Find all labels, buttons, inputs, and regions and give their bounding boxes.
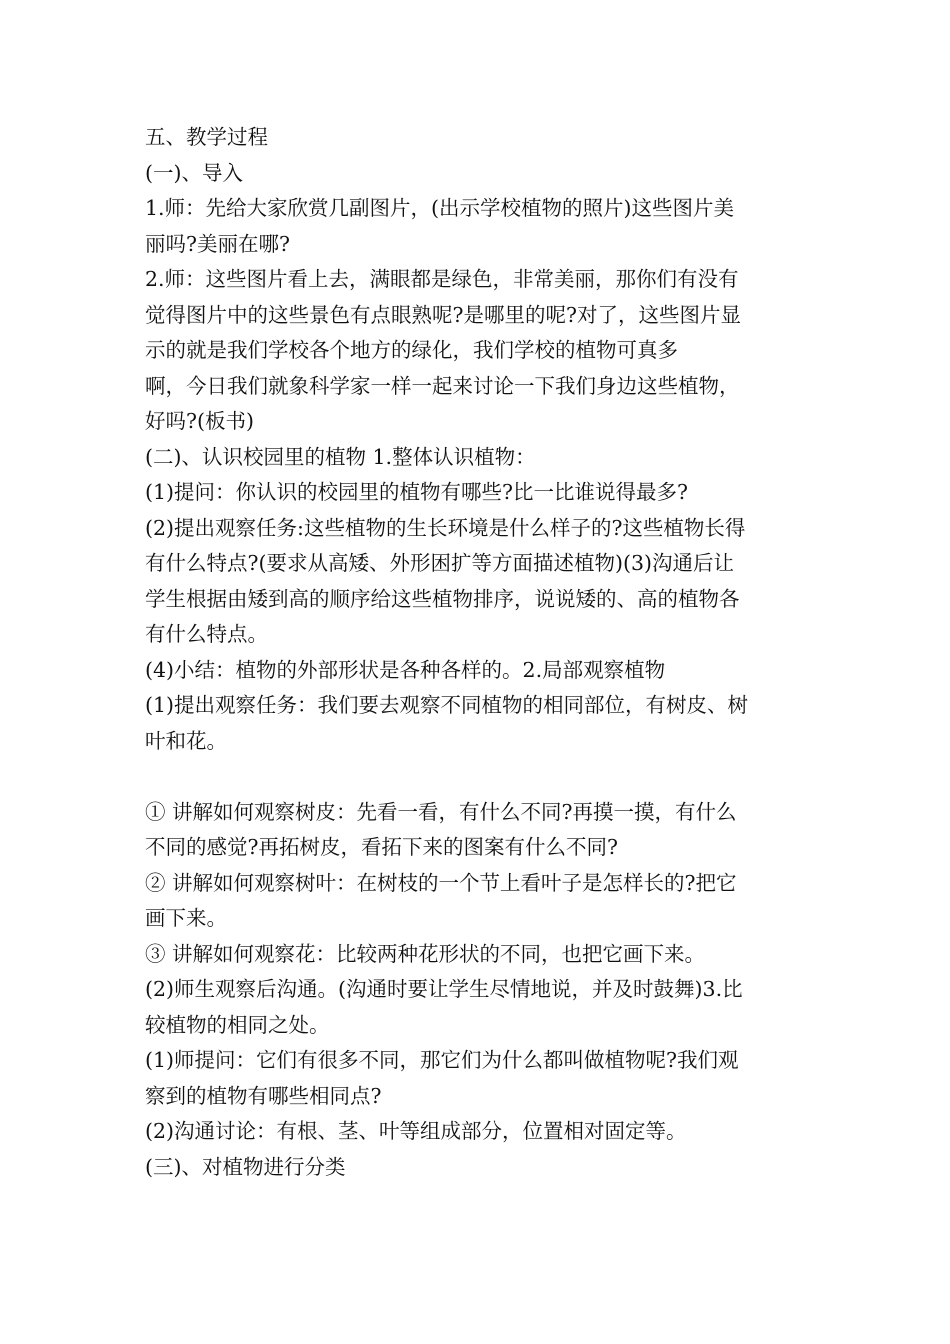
text-line: 觉得图片中的这些景色有点眼熟呢?是哪里的呢?对了，这些图片显 xyxy=(145,302,741,327)
text-line: (2)师生观察后沟通。(沟通时要让学生尽情地说，并及时鼓舞)3.比 xyxy=(145,977,743,1001)
text-line: (1)师提问：它们有很多不同，那它们为什么都叫做植物呢?我们观 xyxy=(145,1048,739,1072)
text-line: 丽吗?美丽在哪? xyxy=(145,231,290,256)
subsection-heading: (二)、认识校园里的植物 1.整体认识植物： xyxy=(145,444,536,469)
text-line: 学生根据由矮到高的顺序给这些植物排序，说说矮的、高的植物各 xyxy=(145,586,740,611)
text-line: 好吗?(板书) xyxy=(145,409,254,433)
text-line: 示的就是我们学校各个地方的绿化，我们学校的植物可真多 xyxy=(145,338,678,362)
text-line: (1)提问：你认识的校园里的植物有哪些?比一比谁说得最多? xyxy=(145,480,689,504)
text-line: (2)提出观察任务:这些植物的生长环境是什么样子的?这些植物长得 xyxy=(145,515,746,540)
text-line: ① 讲解如何观察树皮：先看一看，有什么不同?再摸一摸，有什么 xyxy=(145,799,737,824)
text-line: 2.师：这些图片看上去，满眼都是绿色，非常美丽，那你们有没有 xyxy=(145,267,739,291)
text-line: (4)小结：植物的外部形状是各种各样的。2.局部观察植物 xyxy=(145,657,666,682)
subsection-heading: (三)、对植物进行分类 xyxy=(145,1154,346,1179)
text-line: 较植物的相同之处。 xyxy=(145,1012,330,1037)
subsection-heading: (一)、导入 xyxy=(145,160,243,185)
text-line: ② 讲解如何观察树叶：在树枝的一个节上看叶子是怎样长的?把它 xyxy=(145,870,737,895)
document-body xyxy=(145,120,810,1185)
text-line: 有什么特点。 xyxy=(145,622,268,646)
text-line: (2)沟通讨论：有根、茎、叶等组成部分，位置相对固定等。 xyxy=(145,1119,687,1143)
text-line: 有什么特点?(要求从高矮、外形困扩等方面描述植物)(3)沟通后让 xyxy=(145,551,735,575)
text-line: 不同的感觉?再拓树皮，看拓下来的图案有什么不同? xyxy=(145,835,618,859)
text-line: 1.师：先给大家欣赏几副图片，(出示学校植物的照片)这些图片美 xyxy=(145,196,735,220)
text-line: 啊，今日我们就象科学家一样一起来讨论一下我们身边这些植物， xyxy=(145,373,740,398)
text-line: 叶和花。 xyxy=(145,728,227,753)
blank-line xyxy=(145,759,810,795)
section-heading: 五、教学过程 xyxy=(145,125,268,149)
text-line: 画下来。 xyxy=(145,906,227,930)
text-line: 察到的植物有哪些相同点? xyxy=(145,1083,382,1108)
text-line: ③ 讲解如何观察花：比较两种花形状的不同，也把它画下来。 xyxy=(145,941,706,966)
text-line: (1)提出观察任务：我们要去观察不同植物的相同部位，有树皮、树 xyxy=(145,693,749,717)
